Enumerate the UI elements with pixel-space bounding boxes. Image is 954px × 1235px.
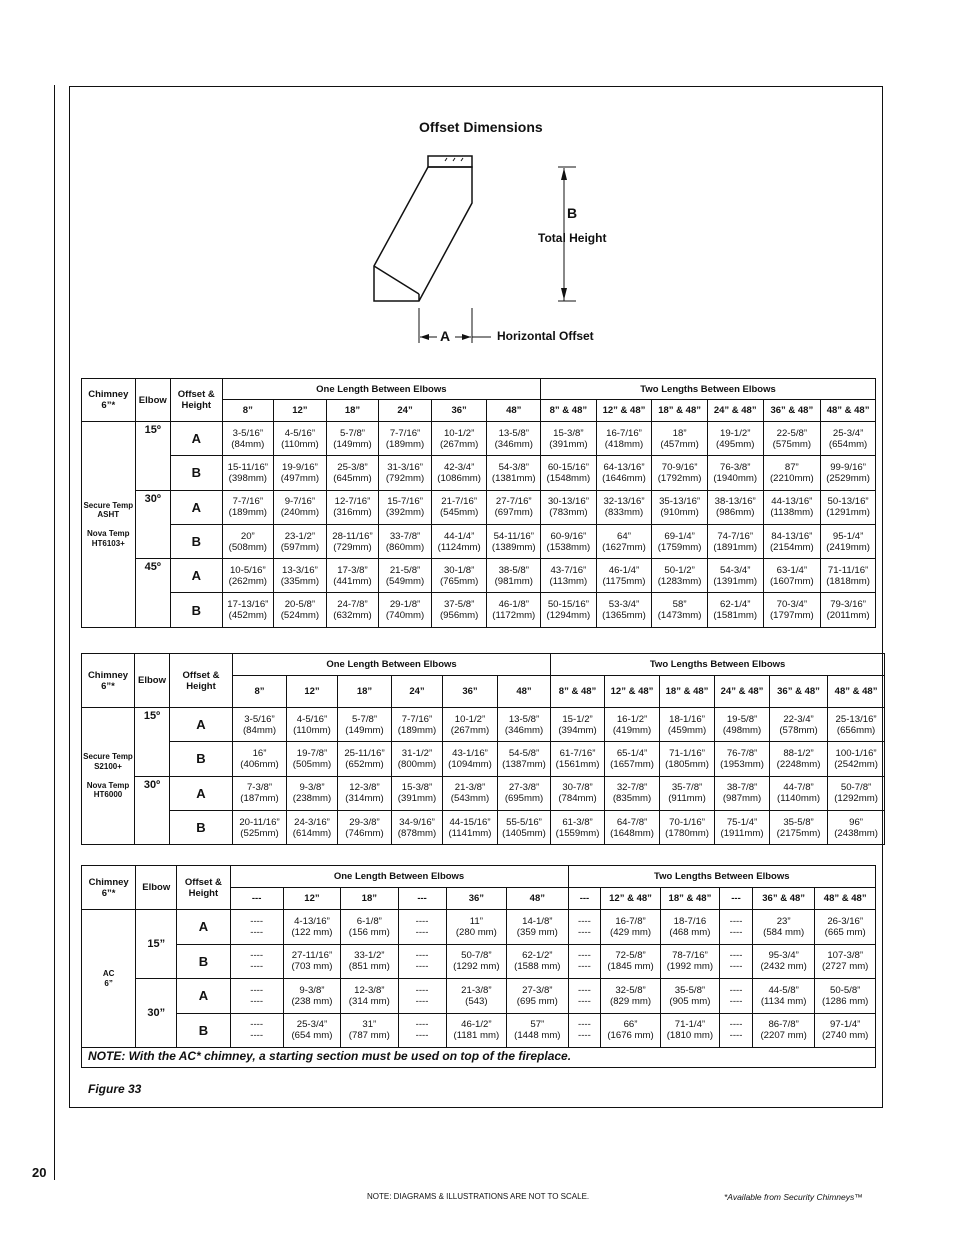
elbow-angle: 15” bbox=[136, 910, 177, 979]
table-cell: 17-3/8” (441mm) bbox=[326, 559, 379, 593]
table-cell: 19-9/16” (497mm) bbox=[274, 456, 327, 490]
dimension-label: B bbox=[170, 742, 233, 776]
dimension-label: A bbox=[170, 559, 222, 593]
table-cell: 54-3/8” (1381mm) bbox=[487, 456, 541, 490]
header-elbow: Elbow bbox=[135, 654, 170, 708]
table-cell: 15-11/16” (398mm) bbox=[222, 456, 274, 490]
header-elbow: Elbow bbox=[136, 866, 177, 910]
table-cell: ---- ---- bbox=[568, 944, 601, 979]
table-cell: ---- ---- bbox=[720, 944, 753, 979]
table-cell: 24-7/8” (632mm) bbox=[326, 593, 379, 627]
table-cell: 35-13/16” (910mm) bbox=[652, 490, 708, 524]
column-header: 8” & 48” bbox=[551, 676, 605, 708]
table-cell: 31-1/2” (800mm) bbox=[392, 742, 443, 776]
column-header: --- bbox=[720, 888, 753, 910]
table-cell: 100-1/16” (2542mm) bbox=[828, 742, 885, 776]
header-chimney: Chimney 6”* bbox=[82, 866, 136, 910]
table-cell: 44-13/16” (1138mm) bbox=[763, 490, 821, 524]
table-cell: 63-1/4” (1607mm) bbox=[763, 559, 821, 593]
table-cell: 30-13/16” (783mm) bbox=[541, 490, 597, 524]
table-cell: 5-7/8” (149mm) bbox=[338, 708, 392, 742]
table-cell: 16” (406mm) bbox=[233, 742, 287, 776]
table-cell: 9-7/16” (240mm) bbox=[274, 490, 327, 524]
availability-footnote: *Available from Security Chimneys™ bbox=[724, 1192, 863, 1202]
table-cell: 20-11/16” (525mm) bbox=[233, 810, 287, 844]
table-cell: ---- ---- bbox=[568, 1013, 601, 1048]
table-cell: 22-5/8” (575mm) bbox=[763, 422, 821, 456]
table-cell: 70-9/16” (1792mm) bbox=[652, 456, 708, 490]
table-cell: 87” (2210mm) bbox=[763, 456, 821, 490]
header-offset-height: Offset & Height bbox=[170, 654, 233, 708]
table-cell: 84-13/16” (2154mm) bbox=[763, 524, 821, 558]
table-cell: 13-5/8” (346mm) bbox=[498, 708, 551, 742]
column-header: 36” bbox=[446, 888, 506, 910]
table-cell: 3-5/16” (84mm) bbox=[222, 422, 274, 456]
table-cell: 44-7/8” (1140mm) bbox=[770, 776, 828, 810]
table-cell: 76-7/8” (1953mm) bbox=[715, 742, 770, 776]
table-cell: 29-3/8” (746mm) bbox=[338, 810, 392, 844]
table-row bbox=[82, 810, 885, 844]
table-cell: 16-7/8” (429 mm) bbox=[601, 910, 660, 945]
column-header: 36” & 48” bbox=[763, 400, 821, 422]
table-row bbox=[82, 776, 885, 810]
table-row bbox=[82, 593, 876, 627]
table-cell: 21-3/8” (543) bbox=[446, 979, 506, 1014]
column-header: 18” bbox=[338, 676, 392, 708]
table-cell: 4-13/16” (122 mm) bbox=[283, 910, 340, 945]
table-cell: 25-3/4” (654mm) bbox=[821, 422, 876, 456]
table-cell: 38-13/16” (986mm) bbox=[707, 490, 763, 524]
table-cell: ---- ---- bbox=[230, 979, 283, 1014]
table-cell: 34-9/16” (878mm) bbox=[392, 810, 443, 844]
column-header: 12” & 48” bbox=[596, 400, 652, 422]
elbow-angle: 30º bbox=[135, 776, 170, 845]
table-cell: 4-5/16” (110mm) bbox=[287, 708, 338, 742]
table-cell: 71-1/16” (1805mm) bbox=[660, 742, 715, 776]
table-cell: ---- ---- bbox=[720, 979, 753, 1014]
table-cell: 54-5/8” (1387mm) bbox=[498, 742, 551, 776]
table-cell: 96” (2438mm) bbox=[828, 810, 885, 844]
table-cell: 70-3/4” (1797mm) bbox=[763, 593, 821, 627]
table-cell: 30-7/8” (784mm) bbox=[551, 776, 605, 810]
table-cell: 18” (457mm) bbox=[652, 422, 708, 456]
table-cell: ---- ---- bbox=[568, 979, 601, 1014]
scale-footnote: NOTE: DIAGRAMS & ILLUSTRATIONS ARE NOT TO SCALE. bbox=[367, 1192, 590, 1201]
label-total-height: Total Height bbox=[538, 231, 607, 245]
table-cell: 32-5/8” (829 mm) bbox=[601, 979, 660, 1014]
table-cell: 20” (508mm) bbox=[222, 524, 274, 558]
table-cell: 18-7/16 (468 mm) bbox=[660, 910, 719, 945]
table-cell: 79-3/16” (2011mm) bbox=[821, 593, 876, 627]
table-cell: 15-7/16” (392mm) bbox=[379, 490, 432, 524]
header-offset-height: Offset & Height bbox=[170, 379, 222, 422]
table-cell: 35-5/8” (2175mm) bbox=[770, 810, 828, 844]
dimension-label: A bbox=[177, 910, 230, 945]
table-cell: 29-1/8” (740mm) bbox=[379, 593, 432, 627]
table-cell: 54-11/16” (1389mm) bbox=[487, 524, 541, 558]
table-cell: 72-5/8” (1845 mm) bbox=[601, 944, 660, 979]
table-cell: 21-5/8” (549mm) bbox=[379, 559, 432, 593]
table-cell: 25-3/8” (645mm) bbox=[326, 456, 379, 490]
table-cell: 26-3/16” (665 mm) bbox=[815, 910, 876, 945]
table-row bbox=[82, 708, 885, 742]
table-row bbox=[82, 456, 876, 490]
table-cell: 70-1/16” (1780mm) bbox=[660, 810, 715, 844]
table-cell: 61-7/16” (1561mm) bbox=[551, 742, 605, 776]
column-header: 48” bbox=[487, 400, 541, 422]
header-two-lengths: Two Lengths Between Elbows bbox=[568, 866, 875, 888]
offset-table-ht6103 bbox=[81, 378, 876, 628]
table-cell: ---- ---- bbox=[230, 944, 283, 979]
table-row bbox=[82, 910, 876, 945]
figure-caption: Figure 33 bbox=[88, 1082, 142, 1096]
table-cell: 88-1/2” (2248mm) bbox=[770, 742, 828, 776]
table-cell: 24-3/16” (614mm) bbox=[287, 810, 338, 844]
table-row bbox=[82, 1013, 876, 1048]
column-header: 36” bbox=[431, 400, 487, 422]
table-cell: 12-3/8” (314mm) bbox=[338, 776, 392, 810]
table-cell: 78-7/16” (1992 mm) bbox=[660, 944, 719, 979]
table-cell: 76-3/8” (1940mm) bbox=[707, 456, 763, 490]
table-cell: 38-7/8” (987mm) bbox=[715, 776, 770, 810]
table-cell: 13-3/16” (335mm) bbox=[274, 559, 327, 593]
table-cell: 32-13/16” (833mm) bbox=[596, 490, 652, 524]
table-cell: 38-5/8” (981mm) bbox=[487, 559, 541, 593]
column-header: 24” & 48” bbox=[715, 676, 770, 708]
table-cell: 65-1/4” (1657mm) bbox=[605, 742, 660, 776]
chimney-group-label: AC 6” bbox=[82, 910, 136, 1048]
dimension-label: B bbox=[177, 944, 230, 979]
table-cell: 44-1/4” (1124mm) bbox=[431, 524, 487, 558]
table-cell: 12-3/8” (314 mm) bbox=[341, 979, 398, 1014]
header-chimney: Chimney 6”* bbox=[82, 654, 135, 708]
table-cell: 13-5/8” (346mm) bbox=[487, 422, 541, 456]
chimney-group-label: Secure Temp S2100+ Nova Temp HT6000 bbox=[82, 708, 135, 845]
table-cell: 23” (584 mm) bbox=[752, 910, 814, 945]
table-cell: 44-15/16” (1141mm) bbox=[443, 810, 498, 844]
table-cell: 14-1/8” (359 mm) bbox=[507, 910, 568, 945]
column-header: 48” bbox=[498, 676, 551, 708]
column-header: 18” & 48” bbox=[660, 888, 719, 910]
diagram-title: Offset Dimensions bbox=[419, 119, 543, 135]
dimension-label: B bbox=[170, 593, 222, 627]
table-row bbox=[82, 524, 876, 558]
column-header: 18” bbox=[341, 888, 398, 910]
column-header: 12” bbox=[287, 676, 338, 708]
table-cell: 7-7/16” (189mm) bbox=[222, 490, 274, 524]
label-a: A bbox=[440, 328, 451, 344]
column-header: 12” bbox=[274, 400, 327, 422]
column-header: --- bbox=[568, 888, 601, 910]
table-cell: 50-5/8” (1286 mm) bbox=[815, 979, 876, 1014]
column-header: 48” bbox=[507, 888, 568, 910]
table-cell: 9-3/8” (238 mm) bbox=[283, 979, 340, 1014]
header-two-lengths: Two Lengths Between Elbows bbox=[551, 654, 885, 676]
table-cell: 54-3/4” (1391mm) bbox=[707, 559, 763, 593]
column-header: 18” & 48” bbox=[652, 400, 708, 422]
table-cell: 7-3/8” (187mm) bbox=[233, 776, 287, 810]
table-cell: 58” (1473mm) bbox=[652, 593, 708, 627]
table-cell: 15-3/8” (391mm) bbox=[392, 776, 443, 810]
table-cell: ---- ---- bbox=[398, 944, 446, 979]
dimension-label: A bbox=[170, 490, 222, 524]
table-cell: ---- ---- bbox=[398, 1013, 446, 1048]
column-header: 12” bbox=[283, 888, 340, 910]
dimension-label: B bbox=[170, 524, 222, 558]
table-cell: 7-7/16” (189mm) bbox=[379, 422, 432, 456]
table-cell: 27-11/16” (703 mm) bbox=[283, 944, 340, 979]
table-cell: 23-1/2” (597mm) bbox=[274, 524, 327, 558]
elbow-angle: 30” bbox=[136, 979, 177, 1048]
table-row bbox=[82, 944, 876, 979]
table-cell: 31-3/16” (792mm) bbox=[379, 456, 432, 490]
table-cell: 15-3/8” (391mm) bbox=[541, 422, 597, 456]
table-cell: 46-1/4” (1175mm) bbox=[596, 559, 652, 593]
header-two-lengths: Two Lengths Between Elbows bbox=[541, 379, 876, 400]
dimension-label: A bbox=[170, 422, 222, 456]
table-cell: 50-15/16” (1294mm) bbox=[541, 593, 597, 627]
dimension-label: A bbox=[177, 979, 230, 1014]
table-cell: 9-3/8” (238mm) bbox=[287, 776, 338, 810]
table-cell: 64” (1627mm) bbox=[596, 524, 652, 558]
column-header: 24” bbox=[392, 676, 443, 708]
table-cell: 69-1/4” (1759mm) bbox=[652, 524, 708, 558]
dimension-label: A bbox=[170, 708, 233, 742]
table-cell: 19-7/8” (505mm) bbox=[287, 742, 338, 776]
column-header: 36” & 48” bbox=[770, 676, 828, 708]
header-elbow: Elbow bbox=[135, 379, 170, 422]
table-cell: 71-11/16” (1818mm) bbox=[821, 559, 876, 593]
column-header: 12” & 48” bbox=[601, 888, 660, 910]
table-cell: 3-5/16” (84mm) bbox=[233, 708, 287, 742]
table-cell: 10-5/16” (262mm) bbox=[222, 559, 274, 593]
table-row bbox=[82, 422, 876, 456]
header-one-length: One Length Between Elbows bbox=[222, 379, 541, 400]
table-cell: 19-1/2” (495mm) bbox=[707, 422, 763, 456]
column-header: --- bbox=[398, 888, 446, 910]
table-cell: 60-9/16” (1538mm) bbox=[541, 524, 597, 558]
header-offset-height: Offset & Height bbox=[177, 866, 230, 910]
table-cell: 18-1/16” (459mm) bbox=[660, 708, 715, 742]
table-cell: ---- ---- bbox=[230, 910, 283, 945]
elbow-angle: 30º bbox=[135, 490, 170, 559]
table-cell: 44-5/8” (1134 mm) bbox=[752, 979, 814, 1014]
table-cell: 35-5/8” (905 mm) bbox=[660, 979, 719, 1014]
table-cell: 19-5/8” (498mm) bbox=[715, 708, 770, 742]
column-header: 18” & 48” bbox=[660, 676, 715, 708]
dimension-label: B bbox=[170, 456, 222, 490]
table-cell: 10-1/2” (267mm) bbox=[431, 422, 487, 456]
column-header: 8” bbox=[222, 400, 274, 422]
table-cell: ---- ---- bbox=[568, 910, 601, 945]
table-cell: 16-7/16” (418mm) bbox=[596, 422, 652, 456]
column-header: 48” & 48” bbox=[815, 888, 876, 910]
table-cell: 6-1/8” (156 mm) bbox=[341, 910, 398, 945]
table-cell: 37-5/8” (956mm) bbox=[431, 593, 487, 627]
offset-table-s2100 bbox=[81, 653, 885, 845]
column-header: 12” & 48” bbox=[605, 676, 660, 708]
table-cell: 43-7/16” (113mm) bbox=[541, 559, 597, 593]
table-cell: 64-13/16” (1646mm) bbox=[596, 456, 652, 490]
elbow-angle: 45º bbox=[135, 559, 170, 628]
column-header: --- bbox=[230, 888, 283, 910]
table-cell: 21-7/16” (545mm) bbox=[431, 490, 487, 524]
table-cell: 50-7/8” (1292mm) bbox=[828, 776, 885, 810]
table-cell: 17-13/16” (452mm) bbox=[222, 593, 274, 627]
table-cell: 62-1/2” (1588 mm) bbox=[507, 944, 568, 979]
table-cell: 25-11/16” (652mm) bbox=[338, 742, 392, 776]
table-cell: ---- ---- bbox=[230, 1013, 283, 1048]
offset-table-ac bbox=[81, 865, 876, 1048]
table-row bbox=[82, 742, 885, 776]
table-cell: 50-7/8” (1292 mm) bbox=[446, 944, 506, 979]
table-cell: 50-13/16” (1291mm) bbox=[821, 490, 876, 524]
table-cell: ---- ---- bbox=[720, 910, 753, 945]
table-cell: 55-5/16” (1405mm) bbox=[498, 810, 551, 844]
table-cell: 53-3/4” (1365mm) bbox=[596, 593, 652, 627]
table-cell: 10-1/2” (267mm) bbox=[443, 708, 498, 742]
column-header: 36” & 48” bbox=[752, 888, 814, 910]
column-header: 24” bbox=[379, 400, 432, 422]
table-cell: 95-1/4” (2419mm) bbox=[821, 524, 876, 558]
table-cell: 27-7/16” (697mm) bbox=[487, 490, 541, 524]
dimension-label: B bbox=[177, 1013, 230, 1048]
table-cell: 11” (280 mm) bbox=[446, 910, 506, 945]
elbow-angle: 15º bbox=[135, 422, 170, 491]
table-cell: 20-5/8” (524mm) bbox=[274, 593, 327, 627]
table-cell: 31” (787 mm) bbox=[341, 1013, 398, 1048]
table-cell: 30-1/8” (765mm) bbox=[431, 559, 487, 593]
dimension-label: B bbox=[170, 810, 233, 844]
header-one-length: One Length Between Elbows bbox=[233, 654, 551, 676]
table-cell: 21-3/8” (543mm) bbox=[443, 776, 498, 810]
table-cell: 62-1/4” (1581mm) bbox=[707, 593, 763, 627]
table-cell: 64-7/8” (1648mm) bbox=[605, 810, 660, 844]
table-cell: 32-7/8” (835mm) bbox=[605, 776, 660, 810]
table-cell: 12-7/16” (316mm) bbox=[326, 490, 379, 524]
column-header: 8” bbox=[233, 676, 287, 708]
table-row bbox=[82, 559, 876, 593]
table-cell: 42-3/4” (1086mm) bbox=[431, 456, 487, 490]
column-header: 18” bbox=[326, 400, 379, 422]
column-header: 8” & 48” bbox=[541, 400, 597, 422]
table-cell: 46-1/2” (1181 mm) bbox=[446, 1013, 506, 1048]
table-cell: 107-3/8” (2727 mm) bbox=[815, 944, 876, 979]
table-cell: 43-1/16” (1094mm) bbox=[443, 742, 498, 776]
table-cell: 15-1/2” (394mm) bbox=[551, 708, 605, 742]
table-cell: 61-3/8” (1559mm) bbox=[551, 810, 605, 844]
table-cell: 35-7/8” (911mm) bbox=[660, 776, 715, 810]
margin-rule bbox=[54, 85, 55, 1180]
table-cell: 50-1/2” (1283mm) bbox=[652, 559, 708, 593]
table-cell: 27-3/8” (695mm) bbox=[498, 776, 551, 810]
table-cell: ---- ---- bbox=[398, 910, 446, 945]
table-cell: 28-11/16” (729mm) bbox=[326, 524, 379, 558]
table-cell: 74-7/16” (1891mm) bbox=[707, 524, 763, 558]
table-cell: 95-3/4” (2432 mm) bbox=[752, 944, 814, 979]
page-number: 20 bbox=[32, 1165, 47, 1180]
table-cell: 33-1/2” (851 mm) bbox=[341, 944, 398, 979]
table-cell: 86-7/8” (2207 mm) bbox=[752, 1013, 814, 1048]
table-cell: 57” (1448 mm) bbox=[507, 1013, 568, 1048]
table-cell: 27-3/8” (695 mm) bbox=[507, 979, 568, 1014]
table-cell: ---- ---- bbox=[720, 1013, 753, 1048]
elbow-angle: 15º bbox=[135, 708, 170, 777]
table-cell: 99-9/16” (2529mm) bbox=[821, 456, 876, 490]
label-b: B bbox=[567, 205, 578, 221]
column-header: 36” bbox=[443, 676, 498, 708]
table-cell: 7-7/16” (189mm) bbox=[392, 708, 443, 742]
table-cell: 5-7/8” (149mm) bbox=[326, 422, 379, 456]
table-cell: 71-1/4” (1810 mm) bbox=[660, 1013, 719, 1048]
column-header: 24” & 48” bbox=[707, 400, 763, 422]
label-horizontal-offset: Horizontal Offset bbox=[497, 329, 594, 343]
table-cell: 33-7/8” (860mm) bbox=[379, 524, 432, 558]
table-cell: 25-13/16” (656mm) bbox=[828, 708, 885, 742]
table-cell: 22-3/4” (578mm) bbox=[770, 708, 828, 742]
table-cell: 46-1/8” (1172mm) bbox=[487, 593, 541, 627]
dimension-label: A bbox=[170, 776, 233, 810]
column-header: 48” & 48” bbox=[828, 676, 885, 708]
table-row bbox=[82, 979, 876, 1014]
table-cell: 66” (1676 mm) bbox=[601, 1013, 660, 1048]
column-header: 48” & 48” bbox=[821, 400, 876, 422]
table-row bbox=[82, 490, 876, 524]
header-chimney: Chimney 6”* bbox=[82, 379, 136, 422]
offset-elbow-diagram bbox=[365, 148, 590, 343]
table-cell: 16-1/2” (419mm) bbox=[605, 708, 660, 742]
table-cell: 97-1/4” (2740 mm) bbox=[815, 1013, 876, 1048]
table-cell: 4-5/16” (110mm) bbox=[274, 422, 327, 456]
table-cell: 60-15/16” (1548mm) bbox=[541, 456, 597, 490]
table-cell: 75-1/4” (1911mm) bbox=[715, 810, 770, 844]
table-cell: ---- ---- bbox=[398, 979, 446, 1014]
table-cell: 25-3/4” (654 mm) bbox=[283, 1013, 340, 1048]
header-one-length: One Length Between Elbows bbox=[230, 866, 568, 888]
chimney-group-label: Secure Temp ASHT Nova Temp HT6103+ bbox=[82, 422, 136, 628]
ac-chimney-note: NOTE: With the AC* chimney, a starting section must be used on top of the fireplace. bbox=[88, 1049, 572, 1063]
